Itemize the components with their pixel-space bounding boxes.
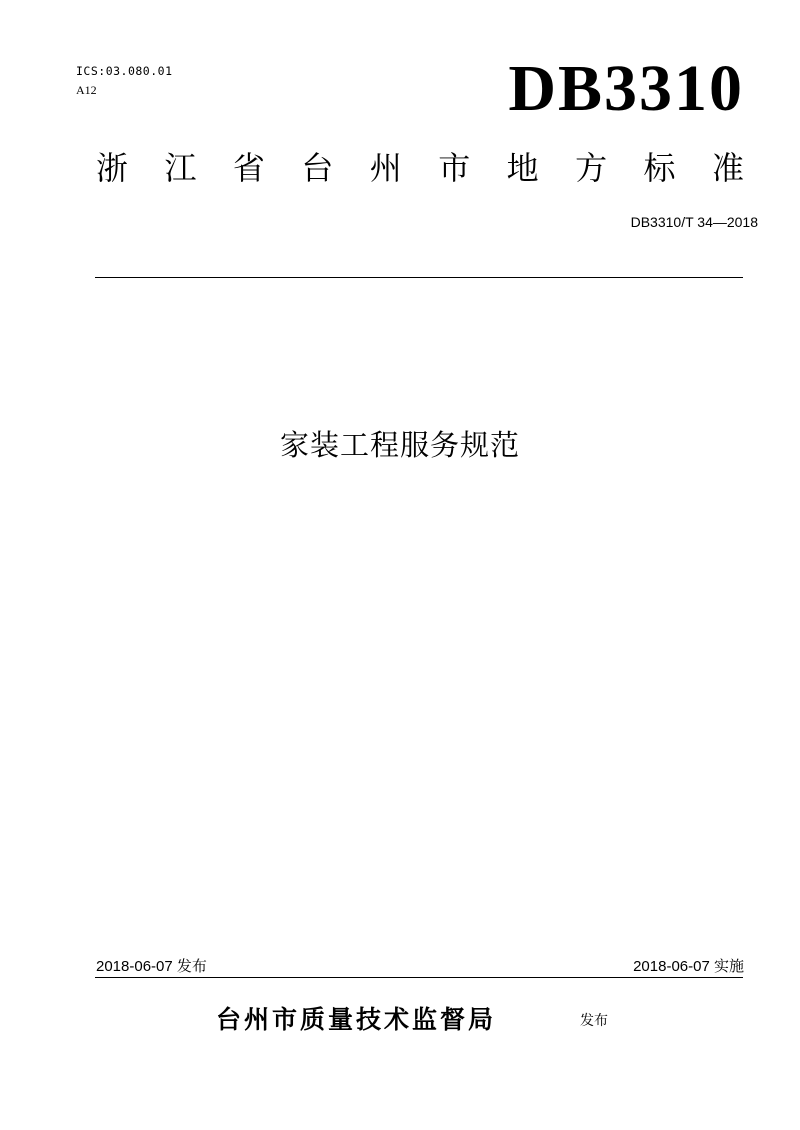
issuing-authority-suffix: 发布 — [580, 1013, 608, 1029]
header-divider — [95, 277, 743, 278]
standard-category-char: 州 — [369, 149, 402, 187]
implement-date: 2018-06-07 实施 — [633, 958, 744, 975]
issuing-authority: 台州市质量技术监督局 — [216, 1005, 497, 1034]
standard-category-char: 准 — [711, 149, 744, 187]
standard-logo: DB3310 — [508, 52, 744, 125]
document-title: 家装工程服务规范 — [279, 428, 520, 462]
standard-category-char: 市 — [438, 149, 471, 187]
ics-code: ICS:03.080.01 — [76, 64, 173, 78]
standard-category-char: 标 — [643, 149, 676, 187]
standard-category-char: 地 — [506, 149, 539, 187]
standard-category-char: 台 — [301, 149, 334, 187]
standard-category-char: 方 — [575, 149, 608, 187]
standard-category-char: 江 — [164, 149, 197, 187]
footer-divider — [95, 977, 743, 978]
standard-category-char: 浙 — [96, 149, 129, 187]
ccs-code: A12 — [76, 83, 97, 97]
standard-number: DB3310/T 34—2018 — [630, 214, 758, 230]
publish-date: 2018-06-07 发布 — [96, 958, 207, 975]
standard-category-char: 省 — [232, 149, 265, 187]
standard-category-title — [96, 146, 744, 190]
